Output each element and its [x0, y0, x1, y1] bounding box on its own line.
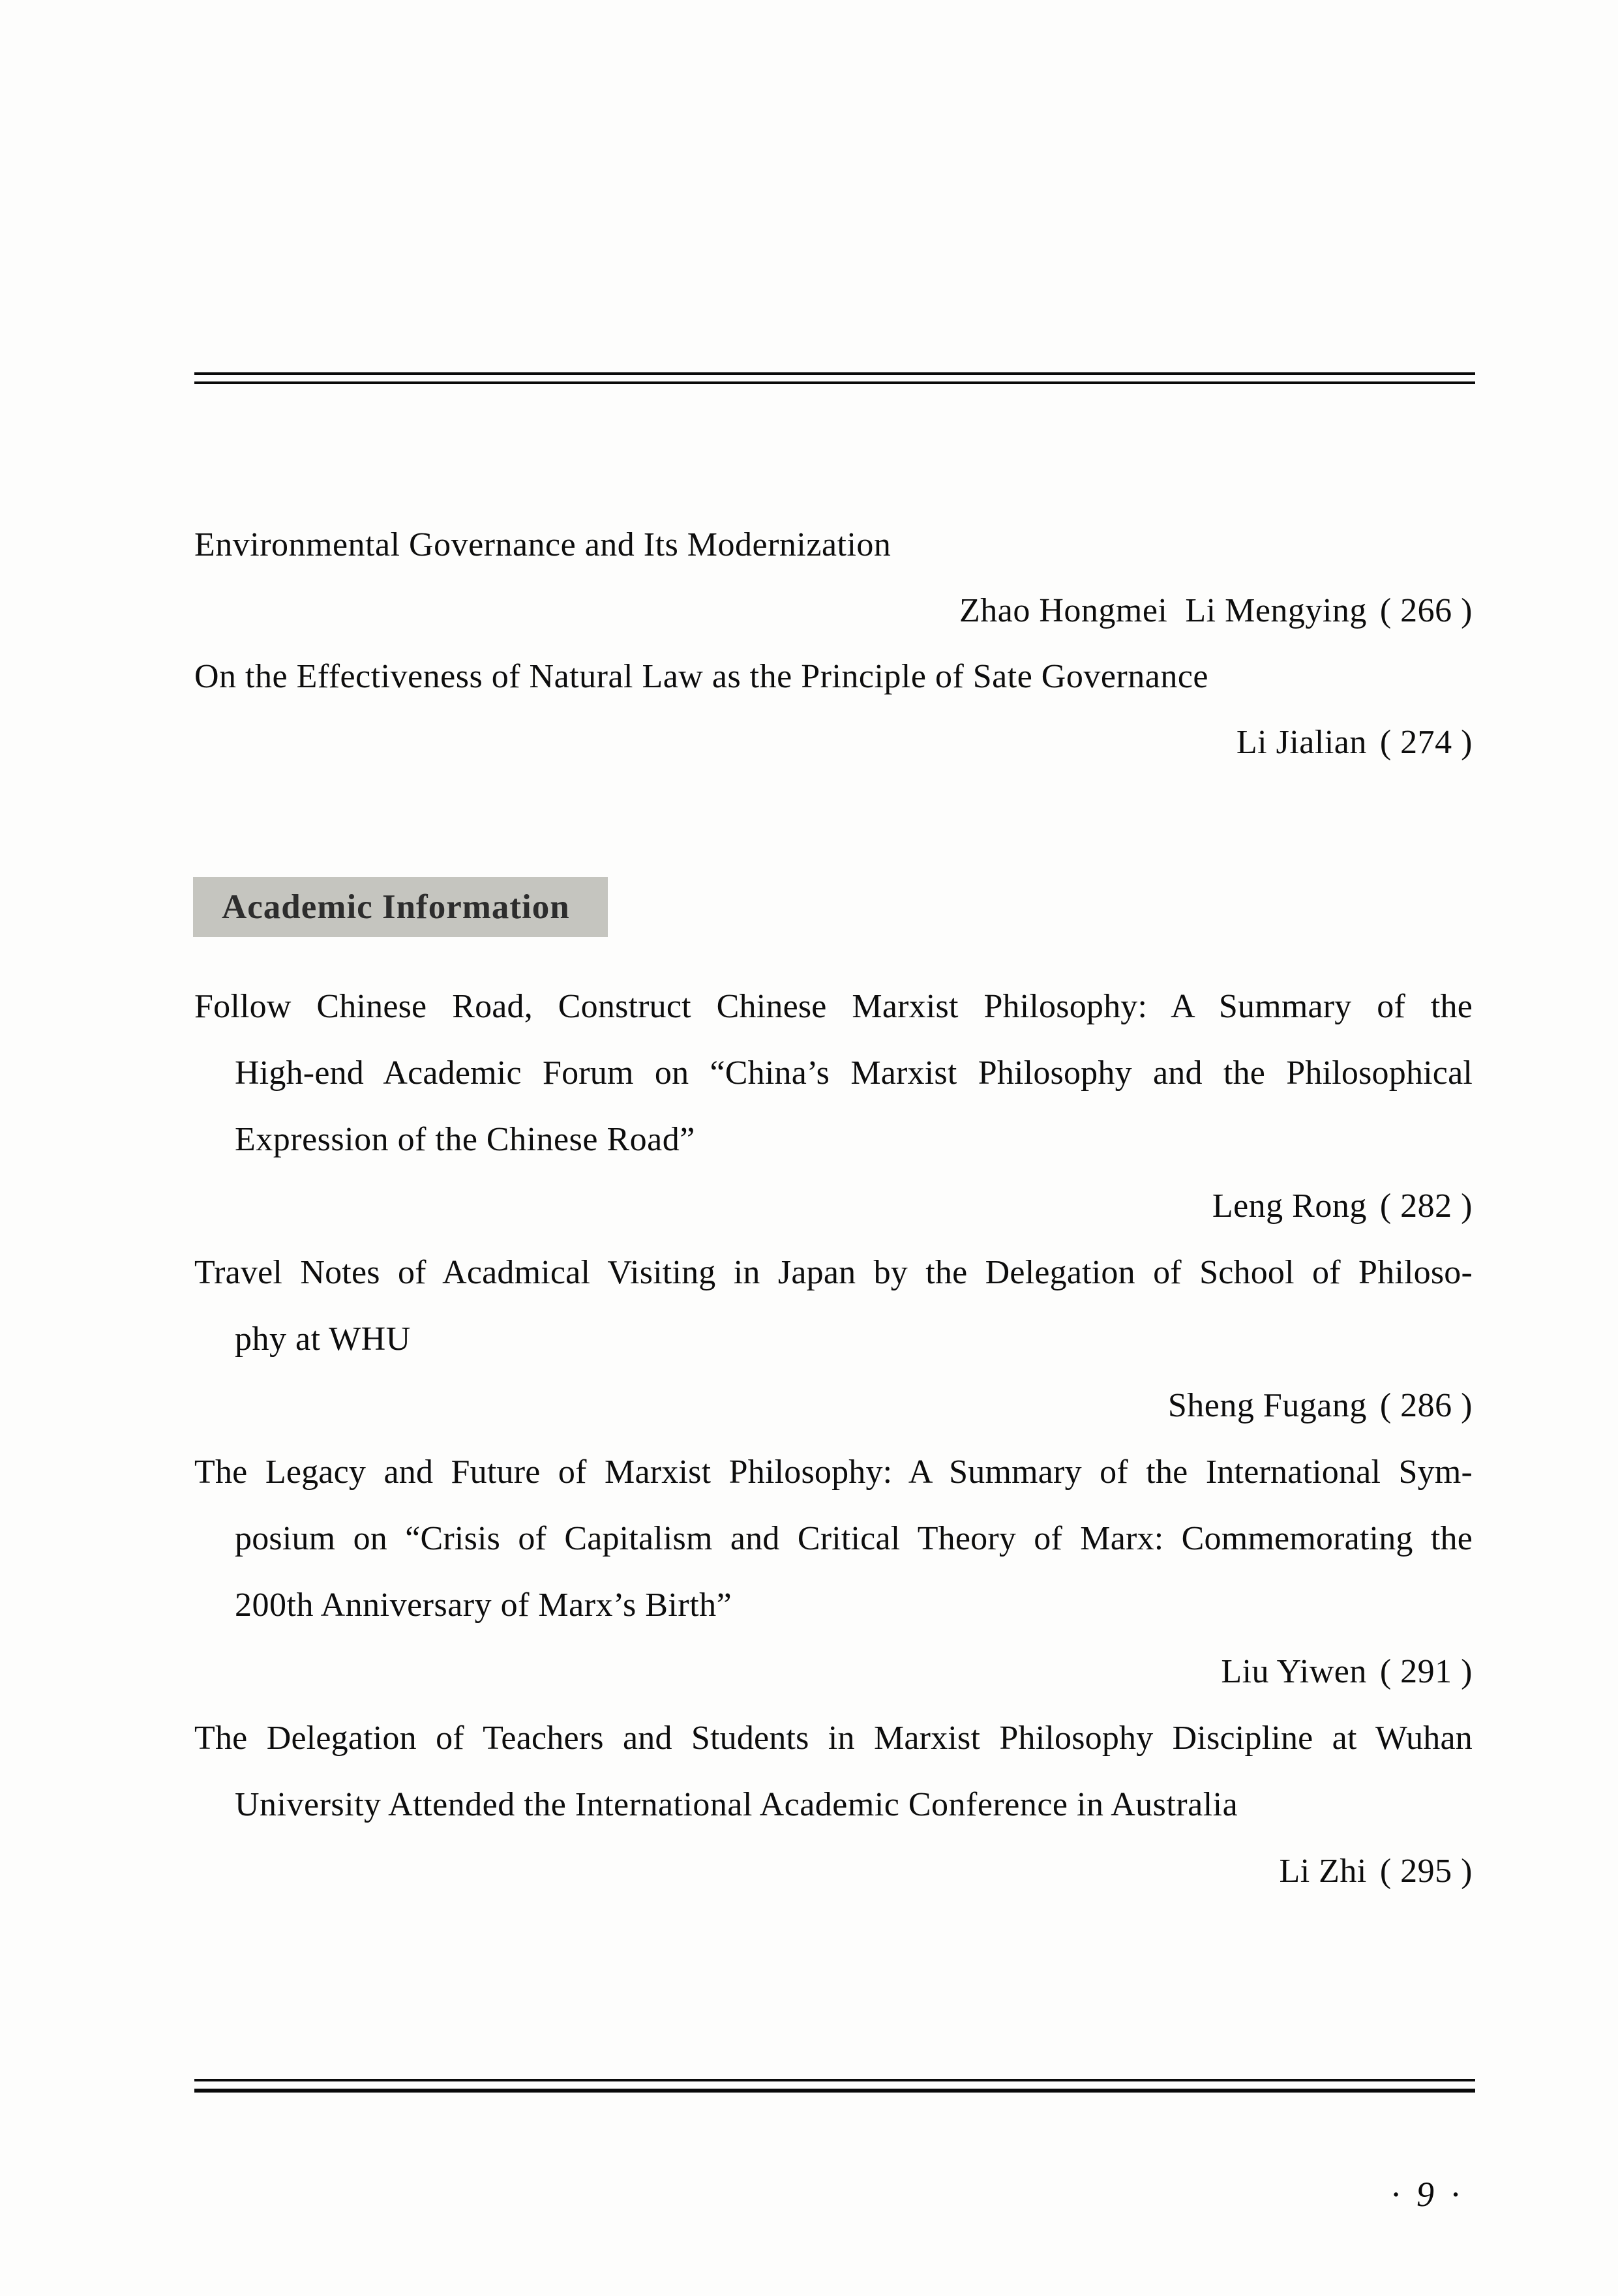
entry-page-ref: ( 291 ) — [1379, 1653, 1473, 1690]
toc-entry — [194, 644, 1473, 775]
entry-title-line: posium on “Crisis of Capitalism and Critical Theory of Marx: Commemorating the — [235, 1520, 1473, 1557]
entry-authors: Sheng Fugang — [1167, 1387, 1367, 1424]
entry-authors: Liu Yiwen — [1221, 1653, 1367, 1690]
toc-entry — [194, 512, 1473, 644]
toc-entry — [194, 974, 1473, 1240]
toc-entry — [194, 1240, 1473, 1439]
entry-byline — [194, 578, 1473, 644]
entry-title-line: On the Effectiveness of Natural Law as the Principle of Sate Governance — [194, 658, 1208, 695]
toc-block-upper — [194, 512, 1473, 775]
entry-page-ref: ( 282 ) — [1379, 1187, 1473, 1225]
entry-page-ref: ( 274 ) — [1379, 724, 1473, 761]
section-heading-highlight — [193, 877, 608, 937]
bottom-rule-lower — [194, 2089, 1475, 2093]
page-number: · 9 · — [1391, 2175, 1463, 2214]
entry-title-line: Expression of the Chinese Road” — [235, 1121, 695, 1158]
entry-title-line: 200th Anniversary of Marx’s Birth” — [235, 1587, 732, 1624]
toc-block-lower — [194, 974, 1473, 1905]
entry-byline — [194, 1639, 1473, 1705]
entry-title-line: Follow Chinese Road, Construct Chinese Marxist Philosophy: A Summary of the — [194, 988, 1473, 1025]
entry-title-line: High-end Academic Forum on “China’s Marxist Philosophy and the Philosophical — [235, 1054, 1473, 1092]
entry-title-line: The Delegation of Teachers and Students in Marxist Philosophy Discipline at Wuhan — [194, 1720, 1473, 1757]
entry-title-line: The Legacy and Future of Marxist Philosophy: A Summary of the International Sym- — [194, 1454, 1473, 1491]
entry-byline — [194, 1173, 1473, 1240]
section-heading: Academic Information — [222, 888, 570, 926]
entry-byline — [194, 1838, 1473, 1905]
top-rule-upper — [194, 372, 1475, 375]
entry-byline — [194, 709, 1473, 775]
toc-entry — [194, 1439, 1473, 1705]
entry-authors: Li Zhi — [1279, 1853, 1367, 1890]
entry-title-line: Environmental Governance and Its Modernization — [194, 526, 891, 563]
entry-authors: Li Jialian — [1236, 724, 1367, 761]
entry-title-line: University Attended the International Academic Conference in Australia — [235, 1786, 1238, 1823]
entry-authors: Zhao Hongmei Li Mengying — [959, 592, 1367, 629]
entry-page-ref: ( 295 ) — [1379, 1853, 1473, 1890]
entry-authors: Leng Rong — [1212, 1187, 1367, 1225]
top-rule-lower — [194, 381, 1475, 384]
bottom-rule-upper — [194, 2079, 1475, 2081]
entry-title-line: phy at WHU — [235, 1320, 411, 1358]
entry-byline — [194, 1373, 1473, 1439]
toc-entry — [194, 1705, 1473, 1905]
entry-page-ref: ( 286 ) — [1379, 1387, 1473, 1424]
entry-title-line: Travel Notes of Acadmical Visiting in Japan by the Delegation of School of Philoso- — [194, 1254, 1473, 1291]
entry-page-ref: ( 266 ) — [1379, 592, 1473, 629]
